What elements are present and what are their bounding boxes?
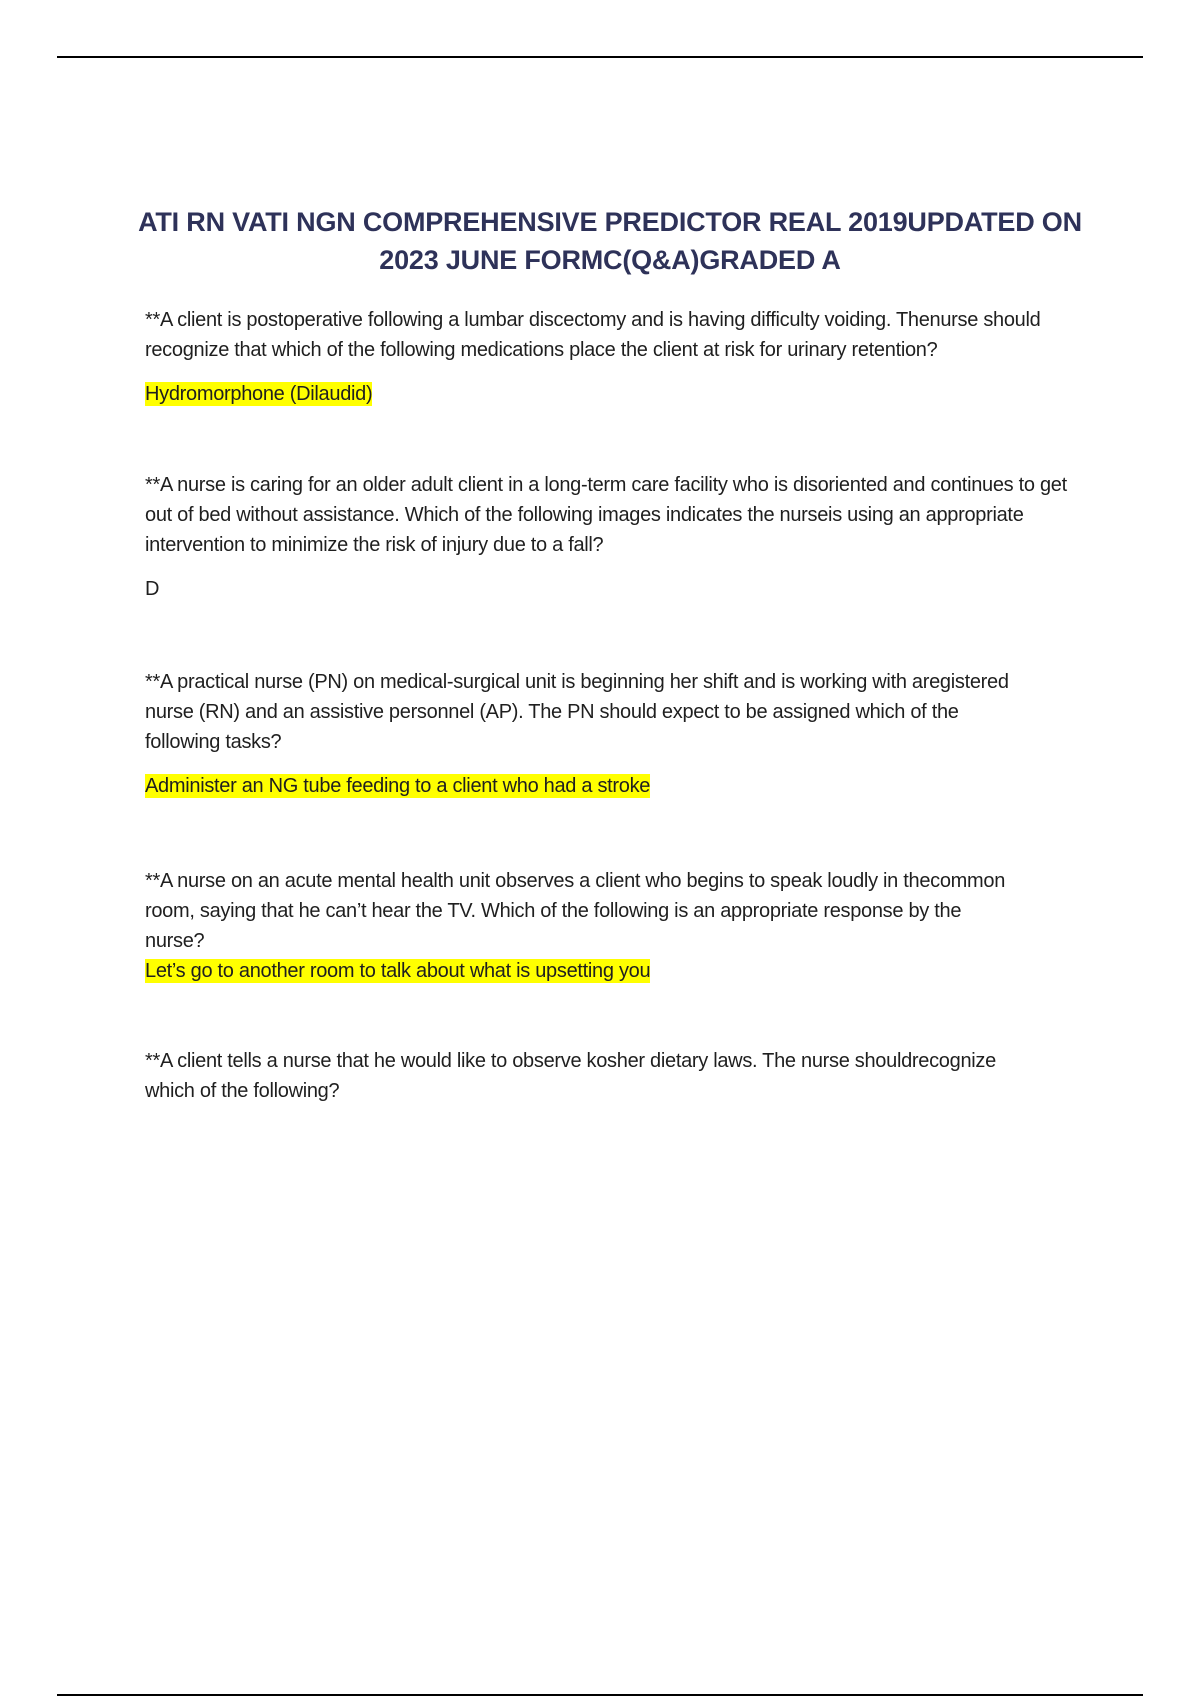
header-rule	[57, 56, 1143, 58]
question-text: **A nurse is caring for an older adult client in a long-term care facility who is disoriented and continues to get out of bed without assistance. Which of the following images indicates the nurseis using an appropriate intervention to minimize the risk of injury due to a fall?	[145, 474, 1067, 556]
answer-highlight: Hydromorphone (Dilaudid)	[145, 383, 373, 405]
document-title-line-2: 2023 JUNE FORMC(Q&A)GRADED A	[379, 245, 841, 275]
qa-item-3	[145, 667, 1085, 801]
answer-highlight: Administer an NG tube feeding to a client who had a stroke	[145, 775, 651, 797]
answer-highlight: Let’s go to another room to talk about what is upsetting you	[145, 960, 651, 982]
qa-item-2	[145, 470, 1085, 604]
answer-text	[145, 379, 1085, 409]
qa-item-1	[145, 305, 1085, 409]
footer-rule	[57, 1694, 1143, 1696]
qa-item-5	[145, 1046, 1085, 1106]
question-text: **A client tells a nurse that he would like to observe kosher dietary laws. The nurse shouldrecognize which of the following?	[145, 1050, 996, 1102]
document-title	[130, 203, 1090, 279]
answer-text: D	[145, 578, 160, 600]
answer-text	[145, 771, 1085, 801]
question-text: **A client is postoperative following a lumbar discectomy and is having difficulty voiding. Thenurse should recognize that which of the following medications place the client at risk for urinary retention?	[145, 309, 1041, 361]
question-text: **A practical nurse (PN) on medical-surgical unit is beginning her shift and is working with aregistered nurse (RN) and an assistive personnel (AP). The PN should expect to be assigned which of the following tasks?	[145, 671, 1009, 753]
answer-text	[145, 956, 1085, 986]
document-title-line-1: ATI RN VATI NGN COMPREHENSIVE PREDICTOR REAL 2019UPDATED ON	[138, 207, 1082, 237]
qa-item-4	[145, 866, 1085, 986]
question-text: **A nurse on an acute mental health unit observes a client who begins to speak loudly in thecommon room, saying that he can’t hear the TV. Which of the following is an appropriate response by the nurse?	[145, 870, 1006, 952]
